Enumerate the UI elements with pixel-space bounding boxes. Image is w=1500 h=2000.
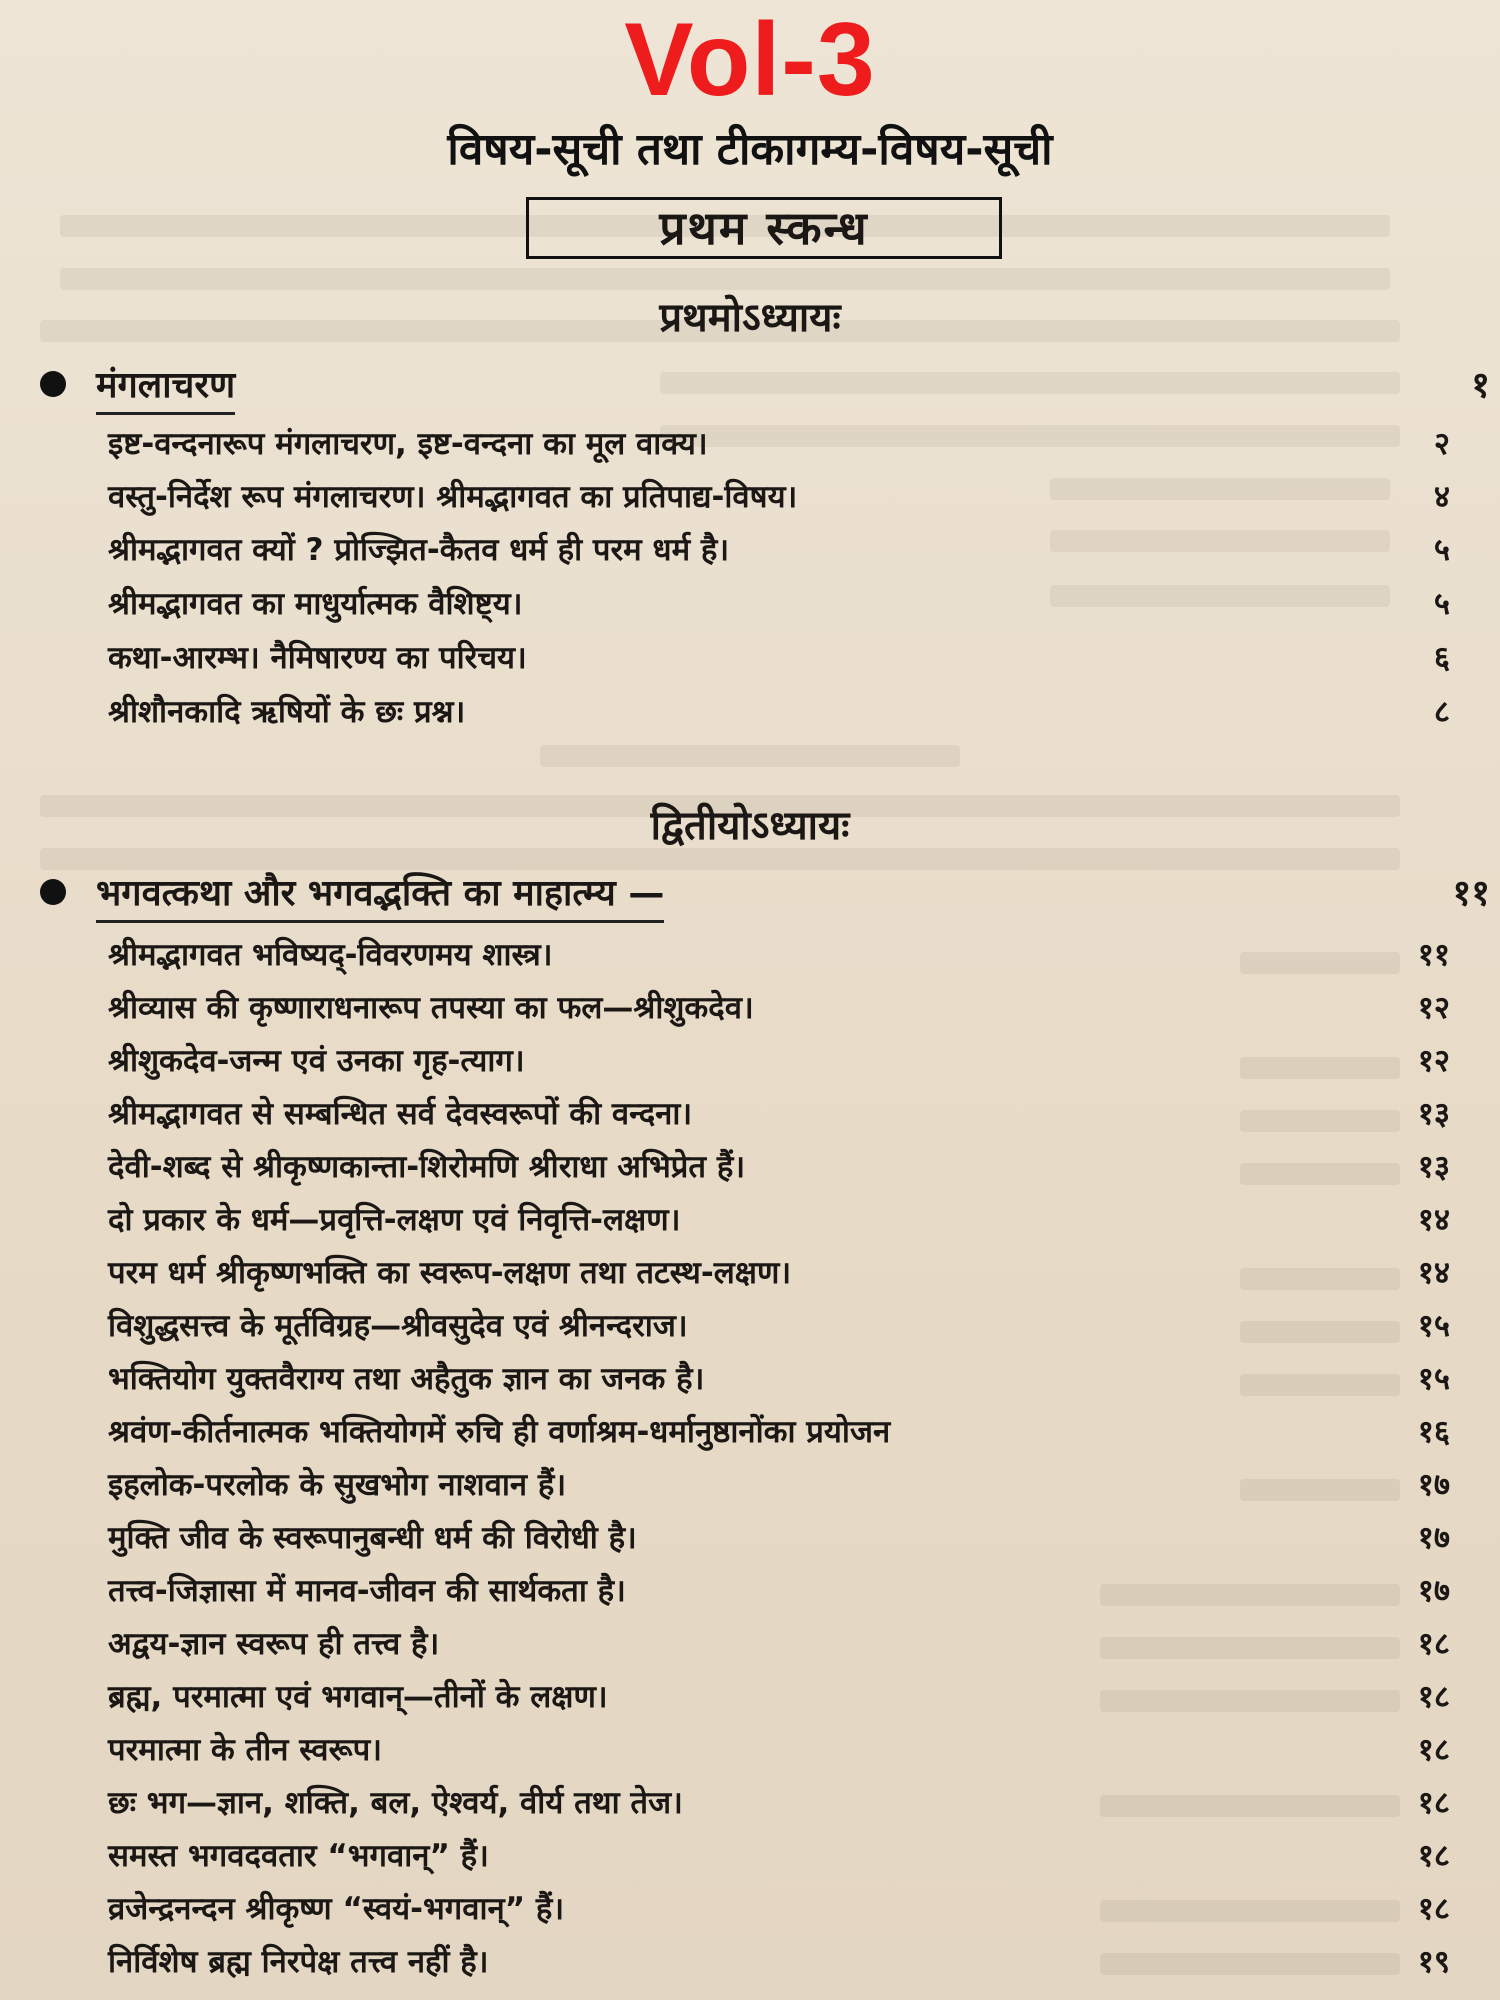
toc-entry-page: १८ [1417, 1732, 1450, 1768]
toc-entry-page: ५ [1433, 532, 1450, 568]
toc-entry-text: विशुद्धसत्त्व के मूर्तविग्रह—श्रीवसुदेव एवं श्रीनन्दराज। [108, 1308, 688, 1344]
toc-entry [108, 1777, 1450, 1829]
toc-entry-page: १८ [1417, 1838, 1450, 1874]
toc-entry-page: ८ [1433, 694, 1450, 730]
toc-entry-text: छः भग—ज्ञान, शक्ति, बल, ऐश्वर्य, वीर्य तथा तेज। [108, 1785, 683, 1821]
toc-entry [108, 1459, 1450, 1511]
section-title: भगवत्कथा और भगवद्भक्ति का माहात्म्य — [96, 870, 664, 923]
chapter-heading: द्वितीयोऽध्यायः [650, 803, 850, 849]
toc-entry [108, 686, 1450, 738]
toc-entry-page: १७ [1417, 1573, 1450, 1609]
toc-entry [108, 1194, 1450, 1246]
toc-entry-text: इष्ट-वन्दनारूप मंगलाचरण, इष्ट-वन्दना का मूल वाक्य। [108, 426, 708, 462]
toc-entry [108, 418, 1450, 470]
toc-entry-page: १५ [1417, 1308, 1450, 1344]
toc-entry-page: १४ [1417, 1255, 1450, 1291]
toc-entry-page: १२ [1417, 1043, 1450, 1079]
toc-entry-page: १३ [1417, 1149, 1450, 1185]
toc-entry-page: १७ [1417, 1467, 1450, 1503]
toc-entry-page: २ [1433, 426, 1450, 462]
toc-entry-page: १९ [1417, 1944, 1450, 1980]
toc-entry [108, 1936, 1450, 1988]
toc-entry [108, 1141, 1450, 1193]
toc-entry-page: १८ [1417, 1891, 1450, 1927]
toc-entry-text: कथा-आरम्भ। नैमिषारण्य का परिचय। [108, 640, 527, 676]
toc-entry [108, 1671, 1450, 1723]
section-page-number: ११ [1452, 873, 1490, 914]
toc-entry-page: ४ [1433, 479, 1450, 515]
toc-entry [108, 1088, 1450, 1140]
bullet-icon [40, 371, 66, 397]
toc-entry-text: समस्त भगवदवतार “भगवान्” हैं। [108, 1838, 489, 1874]
toc-entry-text: निर्विशेष ब्रह्म निरपेक्ष तत्त्व नहीं है। [108, 1944, 489, 1980]
toc-entry [108, 1618, 1450, 1670]
toc-entry [108, 632, 1450, 684]
toc-entry-text: ब्रह्म, परमात्मा एवं भगवान्—तीनों के लक्षण। [108, 1679, 608, 1715]
toc-entry [108, 1565, 1450, 1617]
toc-entry [108, 929, 1450, 981]
toc-entry-text: श्रवंण-कीर्तनात्मक भक्तियोगमें रुचि ही वर्णाश्रम-धर्मानुष्ठानोंका प्रयोजन [108, 1414, 891, 1450]
volume-label: Vol-3 [624, 2, 876, 118]
toc-entry-text: श्रीमद्भागवत भविष्यद्-विवरणमय शास्त्र। [108, 937, 553, 973]
chapter-heading: प्रथमोऽध्यायः [659, 295, 841, 341]
toc-entry [108, 1406, 1450, 1458]
section-heading [40, 870, 1490, 923]
page-title: विषय-सूची तथा टीकागम्य-विषय-सूची [447, 124, 1053, 175]
toc-entry-text: श्रीशुकदेव-जन्म एवं उनका गृह-त्याग। [108, 1043, 525, 1079]
toc-entry [108, 1300, 1450, 1352]
toc-entry-page: १८ [1417, 1679, 1450, 1715]
toc-entry [108, 1724, 1450, 1776]
toc-entry-page: १४ [1417, 1202, 1450, 1238]
toc-entry [108, 578, 1450, 630]
toc-entry-text: तत्त्व-जिज्ञासा में मानव-जीवन की सार्थकता है। [108, 1573, 626, 1609]
toc-entry-text: देवी-शब्द से श्रीकृष्णकान्ता-शिरोमणि श्रीराधा अभिप्रेत हैं। [108, 1149, 746, 1185]
toc-entry [108, 524, 1450, 576]
toc-entry-page: १८ [1417, 1626, 1450, 1662]
section-title: मंगलाचरण [96, 362, 235, 415]
bullet-icon [40, 879, 66, 905]
toc-entry [108, 1512, 1450, 1564]
toc-entry-text: भक्तियोग युक्तवैराग्य तथा अहैतुक ज्ञान का जनक है। [108, 1361, 705, 1397]
toc-entry-text: श्रीशौनकादि ऋषियों के छः प्रश्न। [108, 694, 466, 730]
toc-entry-page: ५ [1433, 586, 1450, 622]
toc-entry-text: श्रीव्यास की कृष्णाराधनारूप तपस्या का फल—श्रीशुकदेव। [108, 990, 754, 1026]
toc-entry-text: वस्तु-निर्देश रूप मंगलाचरण। श्रीमद्भागवत का प्रतिपाद्य-विषय। [108, 479, 798, 515]
toc-entry [108, 1035, 1450, 1087]
toc-entry-page: ६ [1433, 640, 1450, 676]
toc-entry-text: मुक्ति जीव के स्वरूपानुबन्धी धर्म की विरोधी है। [108, 1520, 637, 1556]
section-page-number: १ [1471, 365, 1490, 406]
toc-entry-page: १५ [1417, 1361, 1450, 1397]
toc-entry-page: ११ [1417, 937, 1450, 973]
toc-entry [108, 982, 1450, 1034]
toc-entry-text: श्रीमद्भागवत क्यों ? प्रोज्झित-कैतव धर्म ही परम धर्म है। [108, 532, 730, 568]
toc-entry-page: १८ [1417, 1785, 1450, 1821]
toc-entry-page: १७ [1417, 1520, 1450, 1556]
toc-entry-text: श्रीमद्भागवत का माधुर्यात्मक वैशिष्ट्य। [108, 586, 523, 622]
toc-entry-page: १३ [1417, 1096, 1450, 1132]
toc-entry-text: इहलोक-परलोक के सुखभोग नाशवान हैं। [108, 1467, 567, 1503]
toc-entry [108, 1883, 1450, 1935]
toc-entry [108, 1830, 1450, 1882]
toc-entry [108, 1247, 1450, 1299]
toc-entry-text: दो प्रकार के धर्म—प्रवृत्ति-लक्षण एवं निवृत्ति-लक्षण। [108, 1202, 681, 1238]
toc-entry-page: १२ [1417, 990, 1450, 1026]
section-heading [40, 362, 1490, 415]
toc-entry [108, 1353, 1450, 1405]
toc-entry-text: श्रीमद्भागवत से सम्बन्धित सर्व देवस्वरूपों की वन्दना। [108, 1096, 693, 1132]
toc-entry [108, 471, 1450, 523]
skandha-title-box: प्रथम स्कन्ध [526, 197, 1002, 259]
toc-entry-page: १६ [1417, 1414, 1450, 1450]
toc-entry-text: अद्वय-ज्ञान स्वरूप ही तत्त्व है। [108, 1626, 440, 1662]
toc-entry-text: परम धर्म श्रीकृष्णभक्ति का स्वरूप-लक्षण तथा तटस्थ-लक्षण। [108, 1255, 792, 1291]
toc-entry-text: व्रजेन्द्रनन्दन श्रीकृष्ण “स्वयं-भगवान्” हैं। [108, 1891, 565, 1927]
toc-entry-text: परमात्मा के तीन स्वरूप। [108, 1732, 382, 1768]
